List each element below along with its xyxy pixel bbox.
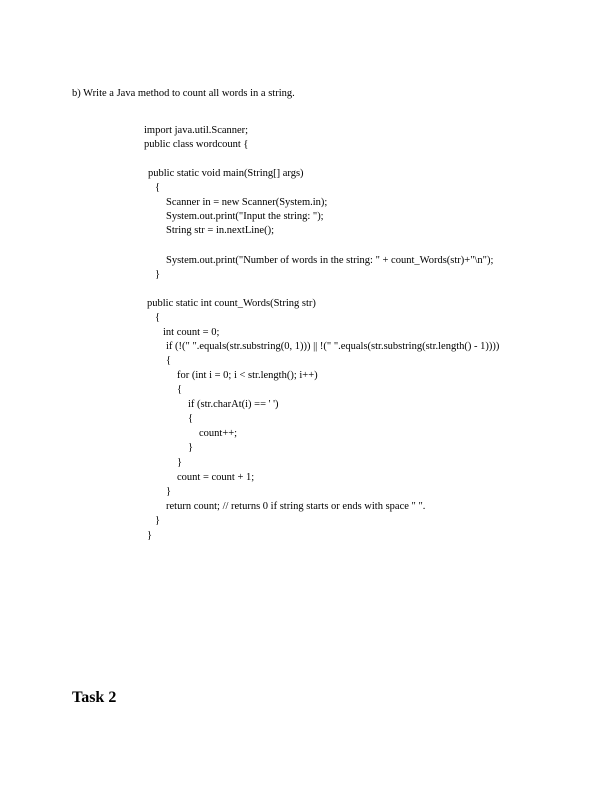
code-method-close-brace: }	[155, 515, 161, 526]
code-for-line: for (int i = 0; i < str.length(); i++)	[177, 370, 318, 381]
question-text: b) Write a Java method to count all words in a string.	[72, 88, 295, 99]
code-main-declaration: public static void main(String[] args)	[148, 168, 304, 179]
code-if-close-brace: }	[166, 486, 172, 497]
code-import-line: import java.util.Scanner;	[144, 125, 249, 136]
code-print-prompt-line: System.out.print("Input the string: ");	[166, 211, 324, 222]
code-if-line: if (!(" ".equals(str.substring(0, 1))) || !(" ".equals(str.substring(str.length() - 1))))	[166, 341, 500, 352]
code-inner-if-open-brace: {	[188, 413, 194, 424]
code-inner-if-line: if (str.charAt(i) == ' ')	[188, 399, 279, 410]
code-if-open-brace: {	[166, 355, 172, 366]
code-count-increment-line: count++;	[199, 428, 238, 439]
code-method-declaration: public static int count_Words(String str)	[147, 298, 316, 309]
code-class-declaration: public class wordcount {	[144, 139, 249, 150]
code-print-result-line: System.out.print("Number of words in the string: " + count_Words(str)+"\n");	[166, 255, 494, 266]
code-inner-if-close-brace: }	[188, 442, 194, 453]
code-main-close-brace: }	[155, 269, 161, 280]
code-for-close-brace: }	[177, 457, 183, 468]
code-class-close-brace: }	[147, 530, 153, 541]
code-for-open-brace: {	[177, 384, 183, 395]
code-main-open-brace: {	[155, 182, 161, 193]
code-method-open-brace: {	[155, 312, 161, 323]
code-read-line: String str = in.nextLine();	[166, 225, 274, 236]
code-count-init-line: int count = 0;	[163, 327, 220, 338]
code-scanner-line: Scanner in = new Scanner(System.in);	[166, 197, 328, 208]
code-count-plus-one-line: count = count + 1;	[177, 472, 255, 483]
code-return-line: return count; // returns 0 if string starts or ends with space " ".	[166, 501, 426, 512]
task-heading: Task 2	[72, 689, 117, 706]
